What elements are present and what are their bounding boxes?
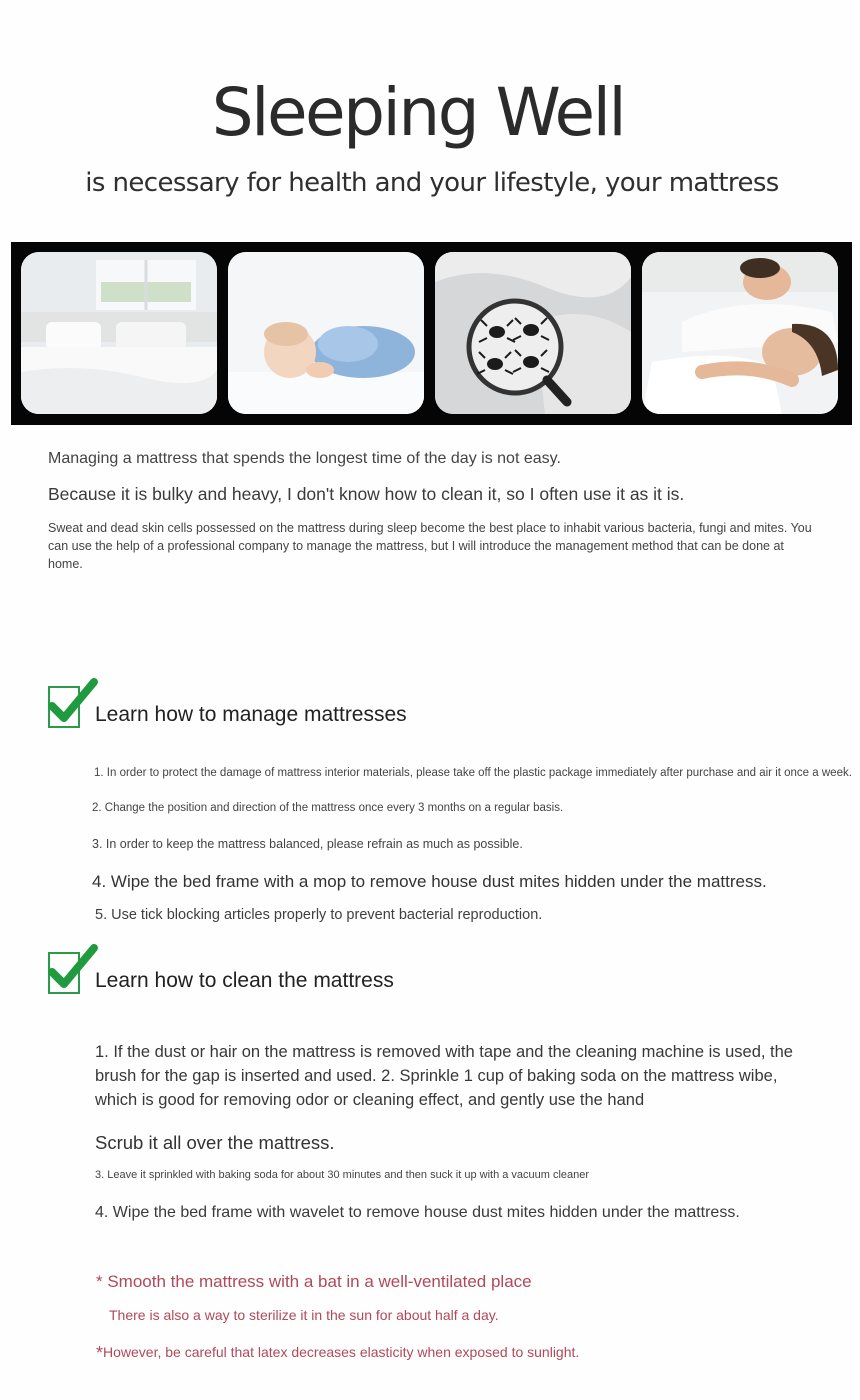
- green-check-icon: [48, 686, 80, 728]
- note-latex-text: However, be careful that latex decreases elasticity when exposed to sunlight.: [103, 1344, 580, 1360]
- sleeping-baby-photo: [228, 252, 424, 414]
- clean-heading: Learn how to clean the mattress: [95, 969, 394, 992]
- clean-scrub-line: Scrub it all over the mattress.: [95, 1132, 335, 1153]
- page-title: Sleeping Well: [211, 74, 625, 151]
- bedroom-photo: [21, 252, 217, 414]
- intro-line-2: Because it is bulky and heavy, I don't know how to clean it, so I often use it as it is.: [48, 484, 685, 504]
- clean-item-3: 3. Leave it sprinkled with baking soda for about 30 minutes and then suck it up with a vacuum cleaner: [95, 1169, 590, 1181]
- intro-paragraph: Sweat and dead skin cells possessed on the mattress during sleep become the best place to inhabit various bacteria, fungi and mites. You can use the help of a professional company to manage the mattress, but I will introduce the management method that can be done at home.: [48, 521, 812, 571]
- asterisk: *: [96, 1343, 104, 1363]
- dust-mites-photo: [435, 252, 631, 414]
- photo-strip: [11, 242, 852, 425]
- manage-item-5: 5. Use tick blocking articles properly to prevent bacterial reproduction.: [95, 907, 543, 923]
- page-subtitle: is necessary for health and your lifestyle, your mattress: [85, 168, 779, 198]
- sleeping-couple-photo: [642, 252, 838, 414]
- note-sun: There is also a way to sterilize it in the sun for about half a day.: [109, 1307, 499, 1323]
- manage-item-2: 2. Change the position and direction of the mattress once every 3 months on a regular basis.: [92, 802, 564, 814]
- note-ventilated: * Smooth the mattress with a bat in a well-ventilated place: [96, 1272, 532, 1291]
- green-check-icon: [48, 952, 80, 994]
- clean-paragraph: 1. If the dust or hair on the mattress is removed with tape and the cleaning machine is used, the brush for the gap is inserted and used. 2. Sprinkle 1 cup of baking soda on the mattress wibe, which is good for removing odor or cleaning effect, and gently use the hand: [95, 1043, 793, 1109]
- note-latex: [96, 1341, 579, 1362]
- manage-item-1: 1. In order to protect the damage of mattress interior materials, please take off the plastic package immediately after purchase and air it once a week.: [94, 767, 852, 779]
- intro-line-1: Managing a mattress that spends the longest time of the day is not easy.: [48, 450, 561, 467]
- manage-item-4: 4. Wipe the bed frame with a mop to remove house dust mites hidden under the mattress.: [92, 872, 767, 891]
- clean-item-4: 4. Wipe the bed frame with wavelet to remove house dust mites hidden under the mattress.: [95, 1204, 740, 1221]
- manage-heading: Learn how to manage mattresses: [95, 703, 407, 726]
- manage-item-3: 3. In order to keep the mattress balanced, please refrain as much as possible.: [92, 837, 523, 851]
